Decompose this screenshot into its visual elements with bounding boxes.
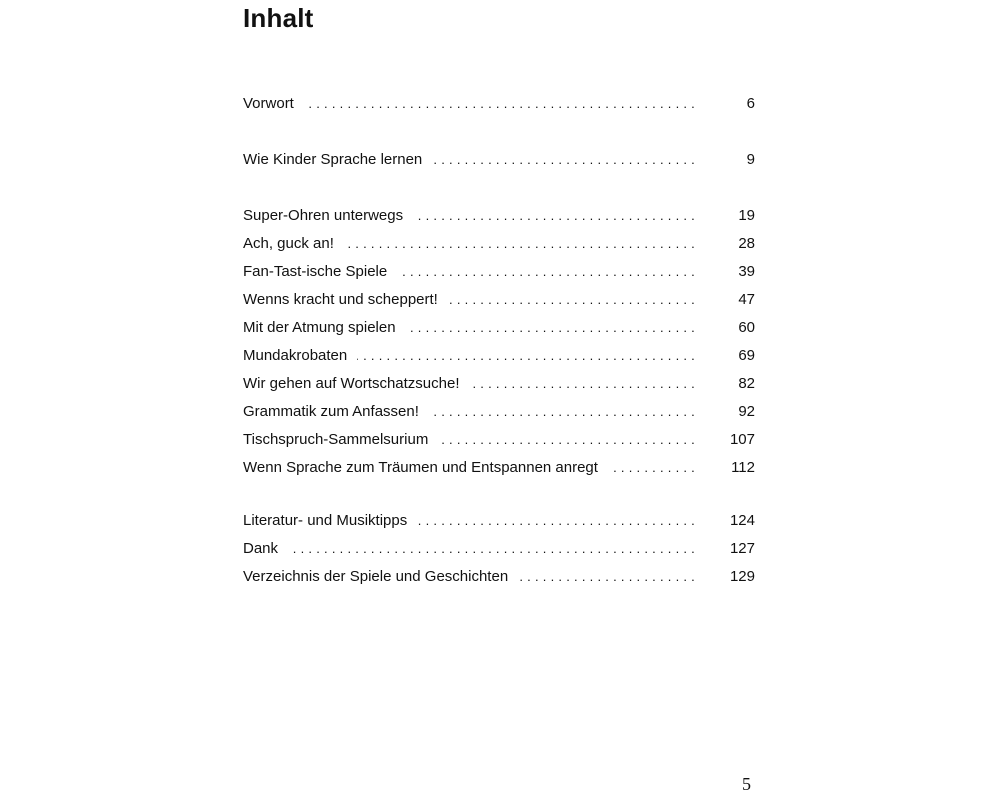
toc-entry-title: Ach, guck an! [243, 235, 334, 252]
dot-leader [470, 370, 700, 398]
table-of-contents [243, 90, 755, 618]
toc-group-front [243, 90, 755, 118]
dot-leader [429, 398, 699, 426]
page-number: 5 [742, 774, 751, 794]
dot-leader [438, 426, 699, 454]
toc-entry-title: Mundakrobaten [243, 347, 348, 364]
toc-entry-page: 47 [738, 291, 755, 308]
dot-leader [357, 342, 699, 370]
toc-entry-title: Tischspruch-Sammelsurium [243, 431, 429, 448]
toc-entry[interactable] [243, 258, 755, 286]
toc-entry-page: 9 [746, 151, 755, 168]
toc-entry-page: 82 [738, 375, 755, 392]
toc-entry-title: Wenn Sprache zum Träumen und Entspannen anregt [243, 459, 598, 476]
toc-entry[interactable] [243, 398, 755, 426]
toc-entry-page: 107 [729, 431, 755, 448]
toc-entry-title: Literatur- und Musiktipps [243, 512, 408, 529]
toc-entry[interactable] [243, 230, 755, 258]
toc-entry[interactable] [243, 426, 755, 454]
toc-group-intro [243, 146, 755, 174]
toc-entry-title: Dank [243, 540, 279, 557]
toc-entry-page: 39 [738, 263, 755, 280]
dot-leader [304, 90, 699, 118]
dot-leader [518, 563, 699, 591]
toc-entry-page: 69 [738, 347, 755, 364]
toc-entry-title: Mit der Atmung spielen [243, 319, 396, 336]
toc-entry-page: 124 [729, 512, 755, 529]
toc-entry-title: Verzeichnis der Spiele und Geschichten [243, 568, 509, 585]
toc-entry-page: 28 [738, 235, 755, 252]
toc-group-chapters [243, 202, 755, 482]
toc-entry-title: Wir gehen auf Wortschatzsuche! [243, 375, 460, 392]
toc-entry[interactable] [243, 146, 755, 174]
dot-leader [432, 146, 699, 174]
toc-entry[interactable] [243, 314, 755, 342]
toc-entry-page: 92 [738, 403, 755, 420]
dot-leader [413, 202, 699, 230]
dot-leader [448, 286, 699, 314]
toc-entry[interactable] [243, 535, 755, 563]
dot-leader [417, 507, 699, 535]
toc-entry-page: 129 [729, 568, 755, 585]
dot-leader [344, 230, 699, 258]
toc-entry[interactable] [243, 90, 755, 118]
toc-entry[interactable] [243, 202, 755, 230]
dot-leader [397, 258, 699, 286]
toc-entry-title: Wenns kracht und scheppert! [243, 291, 438, 308]
toc-entry[interactable] [243, 342, 755, 370]
dot-leader [406, 314, 699, 342]
toc-entry-page: 6 [746, 95, 755, 112]
toc-entry-title: Super-Ohren unterwegs [243, 207, 404, 224]
toc-entry-title: Wie Kinder Sprache lernen [243, 151, 423, 168]
toc-entry[interactable] [243, 563, 755, 591]
toc-entry-page: 60 [738, 319, 755, 336]
page-title: Inhalt [243, 3, 314, 33]
toc-entry-page: 127 [729, 540, 755, 557]
toc-entry-page: 19 [738, 207, 755, 224]
toc-group-back [243, 507, 755, 591]
toc-entry[interactable] [243, 507, 755, 535]
toc-entry[interactable] [243, 286, 755, 314]
toc-entry[interactable] [243, 370, 755, 398]
dot-leader [288, 535, 699, 563]
toc-entry-title: Grammatik zum Anfassen! [243, 403, 419, 420]
toc-entry-page: 112 [731, 459, 755, 476]
dot-leader [608, 454, 699, 482]
toc-entry[interactable] [243, 454, 755, 482]
toc-entry-title: Vorwort [243, 95, 294, 112]
toc-entry-title: Fan-Tast-ische Spiele [243, 263, 388, 280]
